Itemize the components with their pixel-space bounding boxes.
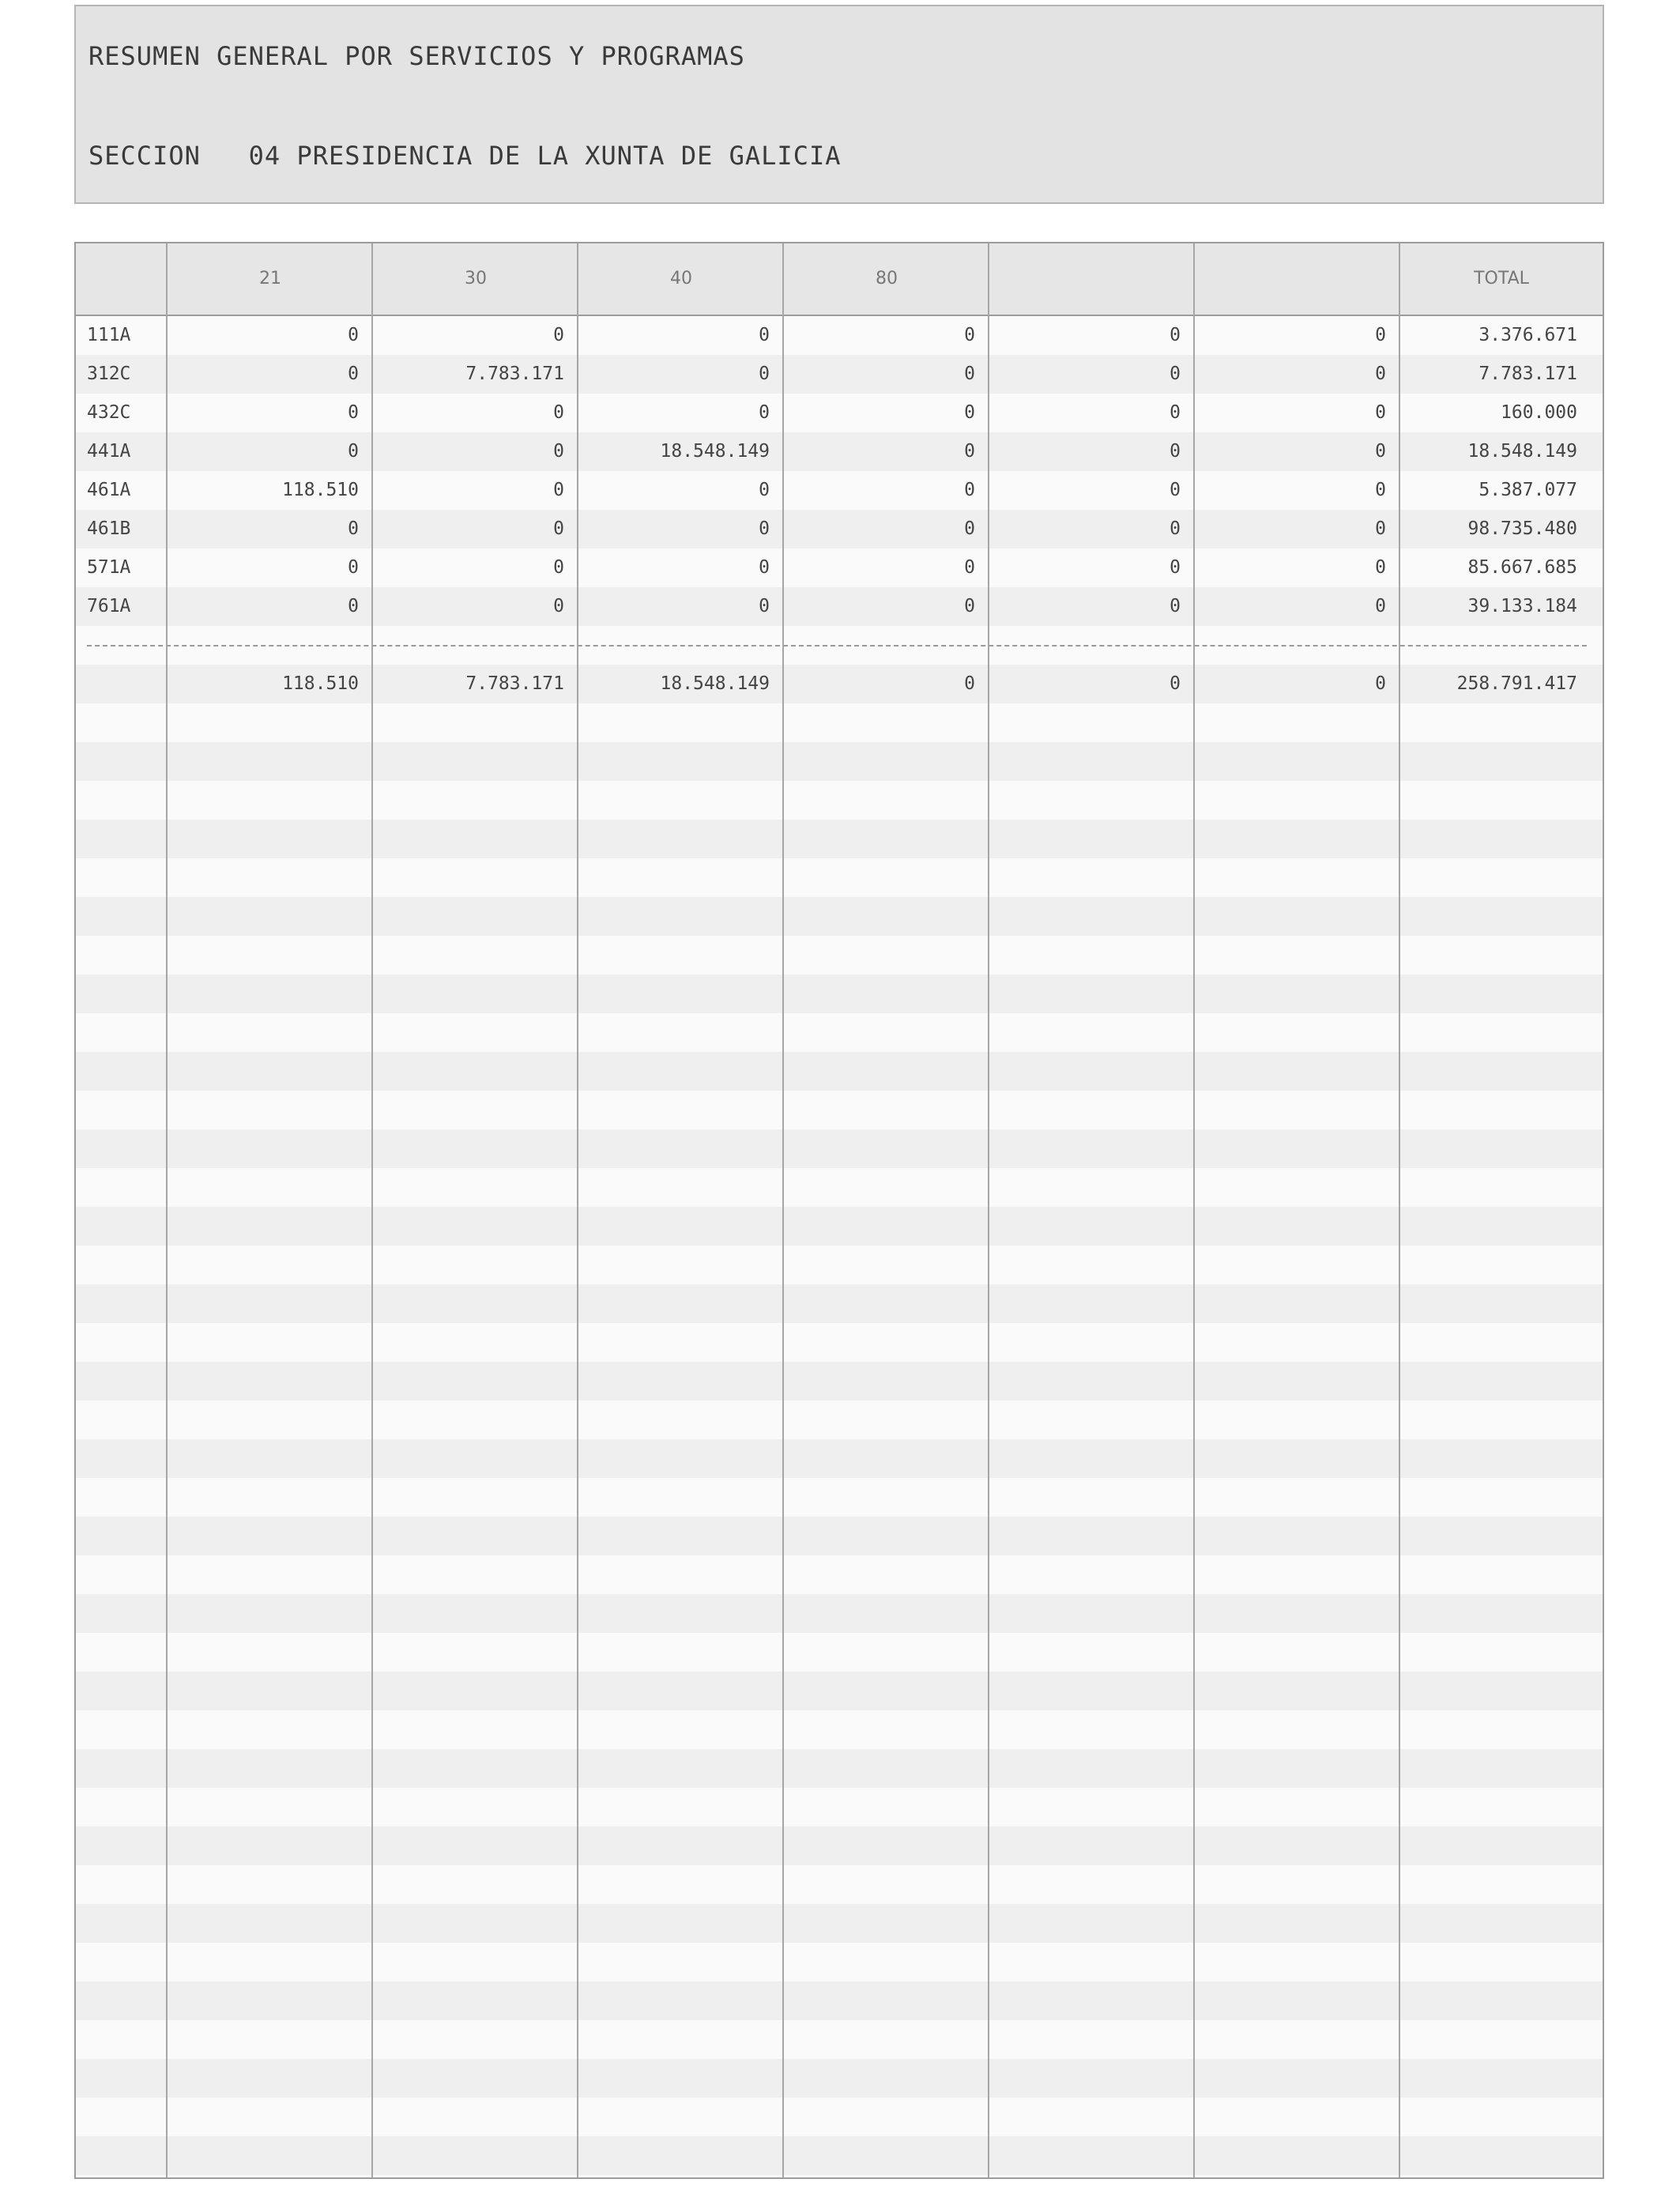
cell-col-21: 0 [348,441,359,462]
cell-col-80: 0 [964,325,975,345]
cell-col-total: 85.667.685 [1467,557,1577,578]
table-stripe [76,1710,1603,1749]
cell-code: 461B [87,518,131,539]
cell-col-40: 0 [759,480,770,500]
table-stripe [76,1207,1603,1246]
cell-col-80: 0 [964,441,975,462]
cell-col-empty-2: 0 [1375,402,1386,423]
table-row [76,394,1603,432]
column-header-21: 21 [259,269,281,288]
table-stripe [76,1826,1603,1865]
cell-col-80: 0 [964,673,975,694]
cell-col-empty-2: 0 [1375,557,1386,578]
cell-col-empty-1: 0 [1170,480,1181,500]
table-stripe [76,1323,1603,1362]
cell-col-empty-1: 0 [1170,518,1181,539]
table-stripe [76,1091,1603,1129]
table-stripe [76,1904,1603,1943]
cell-col-empty-2: 0 [1375,673,1386,694]
table-row [76,432,1603,471]
cell-code: 111A [87,325,131,345]
section-title: SECCION 04 PRESIDENCIA DE LA XUNTA DE GALICIA [89,141,842,171]
column-divider [166,243,168,2177]
report-title: RESUMEN GENERAL POR SERVICIOS Y PROGRAMAS [89,41,745,71]
cell-col-total: 18.548.149 [1467,441,1577,462]
cell-col-total: 39.133.184 [1467,596,1577,616]
cell-col-21: 0 [348,518,359,539]
column-divider [1399,243,1400,2177]
cell-col-30: 0 [553,325,564,345]
table-stripe [76,1517,1603,1555]
table-row [76,316,1603,355]
cell-col-40: 0 [759,325,770,345]
table-stripe [76,1865,1603,1904]
table-stripe [76,1749,1603,1788]
cell-col-21: 0 [348,325,359,345]
table-stripe [76,2136,1603,2175]
column-divider [371,243,373,2177]
cell-col-empty-2: 0 [1375,364,1386,384]
cell-col-empty-2: 0 [1375,441,1386,462]
table-stripe [76,1284,1603,1323]
column-header-30: 30 [465,269,487,288]
table-row [76,548,1603,587]
cell-col-30: 0 [553,596,564,616]
cell-col-80: 0 [964,480,975,500]
column-divider [577,243,578,2177]
table-stripe [76,2020,1603,2059]
table-stripe [76,1555,1603,1594]
cell-col-empty-2: 0 [1375,325,1386,345]
column-header-total: TOTAL [1474,269,1529,288]
table-row [76,587,1603,626]
cell-col-21: 118.510 [282,673,359,694]
cell-col-40: 0 [759,518,770,539]
subtotal-separator [76,626,1603,665]
cell-col-total: 98.735.480 [1467,518,1577,539]
cell-col-80: 0 [964,364,975,384]
cell-code: 571A [87,557,131,578]
table-stripe [76,1246,1603,1284]
table-row [76,355,1603,394]
cell-col-empty-1: 0 [1170,402,1181,423]
report-header [74,5,1604,204]
column-header-empty-1 [989,243,1195,315]
table-header-row [76,243,1603,316]
cell-col-40: 0 [759,596,770,616]
table-stripe [76,1013,1603,1052]
cell-col-40: 0 [759,364,770,384]
cell-col-30: 0 [553,518,564,539]
table-stripe [76,742,1603,781]
table-stripe [76,1168,1603,1207]
table-stripe [76,1400,1603,1439]
table-stripe [76,1633,1603,1672]
cell-col-80: 0 [964,518,975,539]
cell-col-30: 7.783.171 [465,364,564,384]
table-row [76,471,1603,510]
cell-col-40: 0 [759,402,770,423]
cell-col-21: 0 [348,402,359,423]
table-stripe [76,1129,1603,1168]
totals-row [76,665,1603,703]
cell-col-empty-2: 0 [1375,518,1386,539]
cell-col-empty-1: 0 [1170,673,1181,694]
cell-col-80: 0 [964,402,975,423]
table-stripe [76,2175,1603,2179]
cell-code [87,665,166,703]
table-stripe [76,1594,1603,1633]
cell-col-empty-2: 0 [1375,596,1386,616]
cell-col-total: 7.783.171 [1478,364,1577,384]
column-divider [988,243,989,2177]
cell-col-total: 258.791.417 [1456,673,1577,694]
cell-code: 432C [87,402,131,423]
cell-col-21: 0 [348,364,359,384]
cell-col-empty-1: 0 [1170,325,1181,345]
column-header-empty-2 [1195,243,1400,315]
table-stripe [76,1362,1603,1400]
dashed-rule [87,645,1587,647]
column-header-code [76,243,168,315]
table-stripe [76,1943,1603,1981]
table-stripe [76,1478,1603,1517]
table-row [76,510,1603,548]
cell-code: 761A [87,596,131,616]
cell-col-total: 160.000 [1501,402,1577,423]
table-stripe [76,1672,1603,1710]
cell-code: 441A [87,441,131,462]
cell-col-30: 0 [553,402,564,423]
cell-code: 461A [87,480,131,500]
cell-code: 312C [87,364,131,384]
column-divider [782,243,784,2177]
table-stripe [76,2059,1603,2098]
table-stripe [76,703,1603,742]
table-stripe [76,781,1603,820]
cell-col-total: 3.376.671 [1478,325,1577,345]
cell-col-empty-1: 0 [1170,441,1181,462]
cell-col-40: 18.548.149 [660,441,770,462]
cell-col-40: 18.548.149 [660,673,770,694]
cell-col-total: 5.387.077 [1478,480,1577,500]
column-header-80: 80 [876,269,898,288]
column-divider [1193,243,1195,2177]
cell-col-30: 0 [553,480,564,500]
cell-col-80: 0 [964,557,975,578]
column-header-40: 40 [670,269,692,288]
table-stripe [76,936,1603,974]
table-stripe [76,2098,1603,2136]
cell-col-empty-2: 0 [1375,480,1386,500]
table-stripe [76,858,1603,897]
cell-col-21: 118.510 [282,480,359,500]
table-stripe [76,820,1603,858]
cell-col-empty-1: 0 [1170,557,1181,578]
cell-col-21: 0 [348,596,359,616]
cell-col-30: 0 [553,557,564,578]
cell-col-empty-1: 0 [1170,596,1181,616]
table-stripe [76,1439,1603,1478]
table-stripe [76,974,1603,1013]
cell-col-21: 0 [348,557,359,578]
cell-col-30: 0 [553,441,564,462]
cell-col-30: 7.783.171 [465,673,564,694]
cell-col-40: 0 [759,557,770,578]
table-stripe [76,1981,1603,2020]
summary-table [74,242,1604,2179]
table-stripe [76,1788,1603,1826]
table-stripe [76,897,1603,936]
cell-col-empty-1: 0 [1170,364,1181,384]
cell-col-80: 0 [964,596,975,616]
table-stripe [76,1052,1603,1091]
